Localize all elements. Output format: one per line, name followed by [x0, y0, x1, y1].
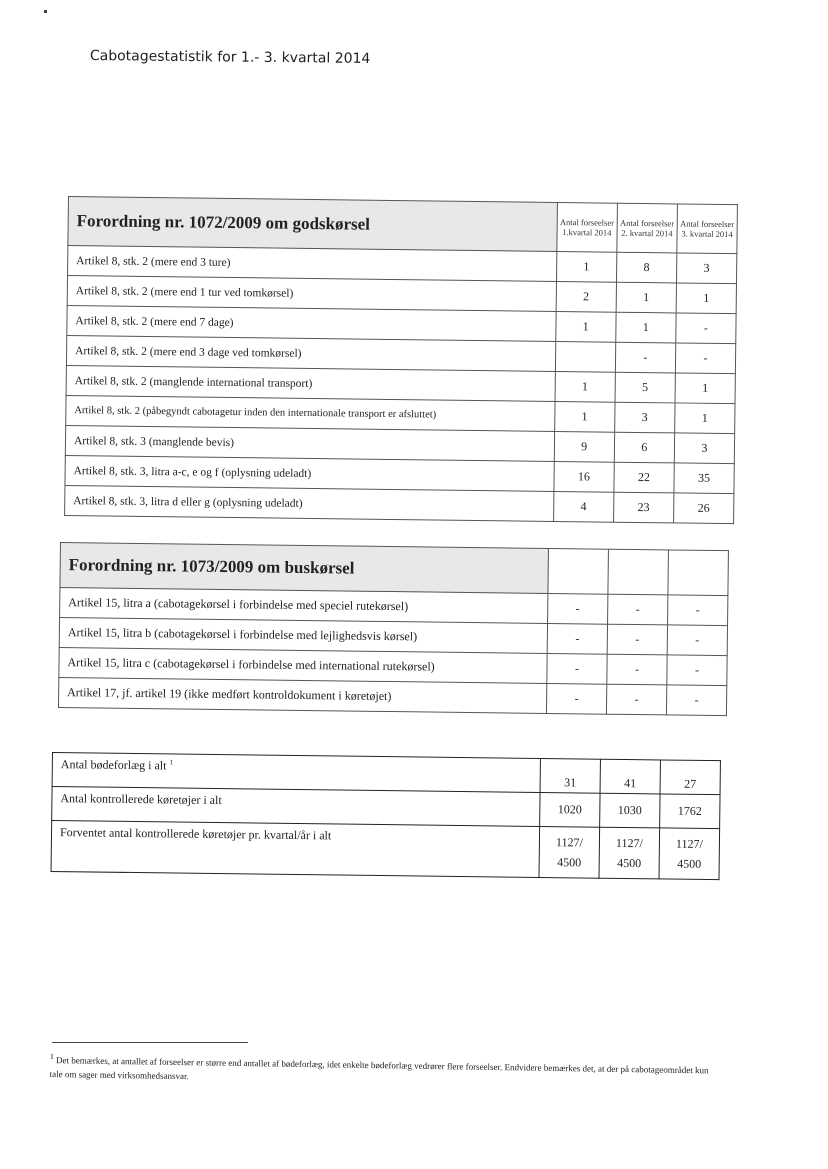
cell-q2: 5 [615, 372, 675, 403]
footnote-ref: 1 [169, 758, 174, 767]
cell-q3: - [667, 655, 727, 686]
cell-q1: 1127/ 4500 [539, 826, 600, 878]
row-label: Artikel 8, stk. 2 (mere end 3 ture) [68, 246, 557, 282]
cell-q2: - [607, 624, 667, 655]
cell-q3: 26 [673, 493, 733, 524]
empty-cell [608, 549, 669, 595]
cell-q1: - [546, 683, 606, 714]
cell-q1: 1 [555, 371, 615, 402]
cell-q1: - [547, 623, 607, 654]
col-header-q1: Antal forseelser 1.kvartal 2014 [557, 202, 618, 252]
cell-q1: 16 [554, 461, 614, 492]
cell-q1: 2 [556, 281, 616, 312]
cell-q3: 3 [674, 433, 734, 464]
footnote-text: Det bemærkes, at antallet af forseelser er større end antallet af bødeforlæg, idet enkelte bødeforlæg vedrører flere forseelser. Endvidere bemærkes det, at der på cabotageområdet kun tale om sager med virksomhedsansvar. [49, 1055, 709, 1082]
row-label: Artikel 8, stk. 2 (mere end 3 dage ved tomkørsel) [66, 335, 555, 371]
footnote-divider [52, 1042, 248, 1043]
bus-heading: Forordning nr. 1073/2009 om buskørsel [60, 543, 549, 594]
cell-q1: 31 [540, 758, 600, 793]
cell-q2: 1030 [600, 793, 660, 828]
row-label: Artikel 8, stk. 3 (manglende bevis) [65, 425, 554, 461]
cell-q1: 4 [553, 491, 613, 522]
cell-q3: 1762 [660, 794, 720, 829]
cell-q3: 27 [660, 760, 720, 795]
row-label: Forventet antal kontrollerede køretøjer pr. kvartal/år i alt [51, 821, 540, 878]
goods-header-row [68, 197, 738, 254]
cell-q3: 1 [675, 373, 735, 404]
cell-q2: 41 [600, 759, 660, 794]
cell-q1: - [547, 653, 607, 684]
bus-table [58, 542, 729, 716]
cell-q1: 1 [556, 251, 616, 282]
cell-q2: - [615, 342, 675, 373]
cell-q2: 6 [614, 432, 674, 463]
page-title: Cabotagestatistik for 1.- 3. kvartal 2014 [89, 48, 371, 67]
row-label: Artikel 8, stk. 3, litra d eller g (oplysning udeladt) [65, 485, 554, 521]
cell-q3: - [667, 625, 727, 656]
cell-q3: 1 [675, 403, 735, 434]
cell-q2: 8 [616, 252, 676, 283]
cell-q1: 1 [555, 311, 615, 342]
cell-q1: - [548, 593, 608, 624]
cell-q1: 9 [554, 431, 614, 462]
cell-q3: 1127/ 4500 [659, 828, 720, 880]
empty-cell [548, 548, 609, 594]
footnote-marker: 1 [49, 1051, 54, 1062]
row-label: Artikel 8, stk. 3, litra a-c, e og f (oplysning udeladt) [65, 455, 554, 491]
col-header-q3: Antal forseelser 3. kvartal 2014 [677, 204, 738, 254]
row-label-text: Antal bødeforlæg i alt [60, 757, 167, 773]
cell-q1: 1020 [540, 792, 600, 827]
footnote [50, 1050, 720, 1092]
cell-q2: 3 [614, 402, 674, 433]
cell-q2: 1 [616, 282, 676, 313]
row-label: Artikel 8, stk. 2 (påbegyndt cabotagetur inden den internationale transport er afsluttet) [66, 395, 555, 431]
row-label: Artikel 15, litra a (cabotagekørsel i forbindelse med speciel rutekørsel) [60, 588, 548, 624]
cell-q3: 1 [676, 283, 736, 314]
cell-q3: - [668, 595, 728, 626]
cell-q3: - [675, 343, 735, 374]
row-label: Antal kontrollerede køretøjer i alt [52, 787, 540, 827]
row-label: Artikel 15, litra c (cabotagekørsel i forbindelse med international rutekørsel) [59, 647, 547, 683]
row-label: Artikel 15, litra b (cabotagekørsel i forbindelse med lejlighedsvis kørsel) [59, 618, 547, 654]
cell-q1: 1 [554, 401, 614, 432]
cell-q3: - [676, 313, 736, 344]
cell-q3: 35 [674, 463, 734, 494]
cell-q2: - [608, 594, 668, 625]
cell-q2: - [607, 654, 667, 685]
goods-table [64, 196, 738, 524]
col-header-q2: Antal forseelser 2. kvartal 2014 [617, 203, 678, 253]
row-label: Artikel 8, stk. 2 (manglende international transport) [66, 365, 555, 401]
row-label: Artikel 17, jf. artikel 19 (ikke medført kontroldokument i køretøjet) [58, 677, 546, 713]
goods-heading: Forordning nr. 1072/2009 om godskørsel [68, 197, 557, 252]
row-label: Artikel 8, stk. 2 (mere end 7 dage) [67, 305, 556, 341]
bus-header-row [60, 543, 728, 596]
cell-q3: - [666, 685, 726, 716]
cell-q2: 1 [616, 312, 676, 343]
cell-q1 [555, 341, 615, 372]
scan-mark [44, 10, 47, 13]
empty-cell [668, 550, 729, 596]
row-label: Artikel 8, stk. 2 (mere end 1 tur ved tomkørsel) [67, 276, 556, 312]
cell-q2: - [606, 684, 666, 715]
table-row [51, 821, 720, 880]
cell-q2: 1127/ 4500 [599, 827, 660, 879]
cell-q2: 22 [614, 462, 674, 493]
cell-q3: 3 [676, 253, 736, 284]
cell-q2: 23 [613, 492, 673, 523]
totals-table [51, 752, 721, 880]
